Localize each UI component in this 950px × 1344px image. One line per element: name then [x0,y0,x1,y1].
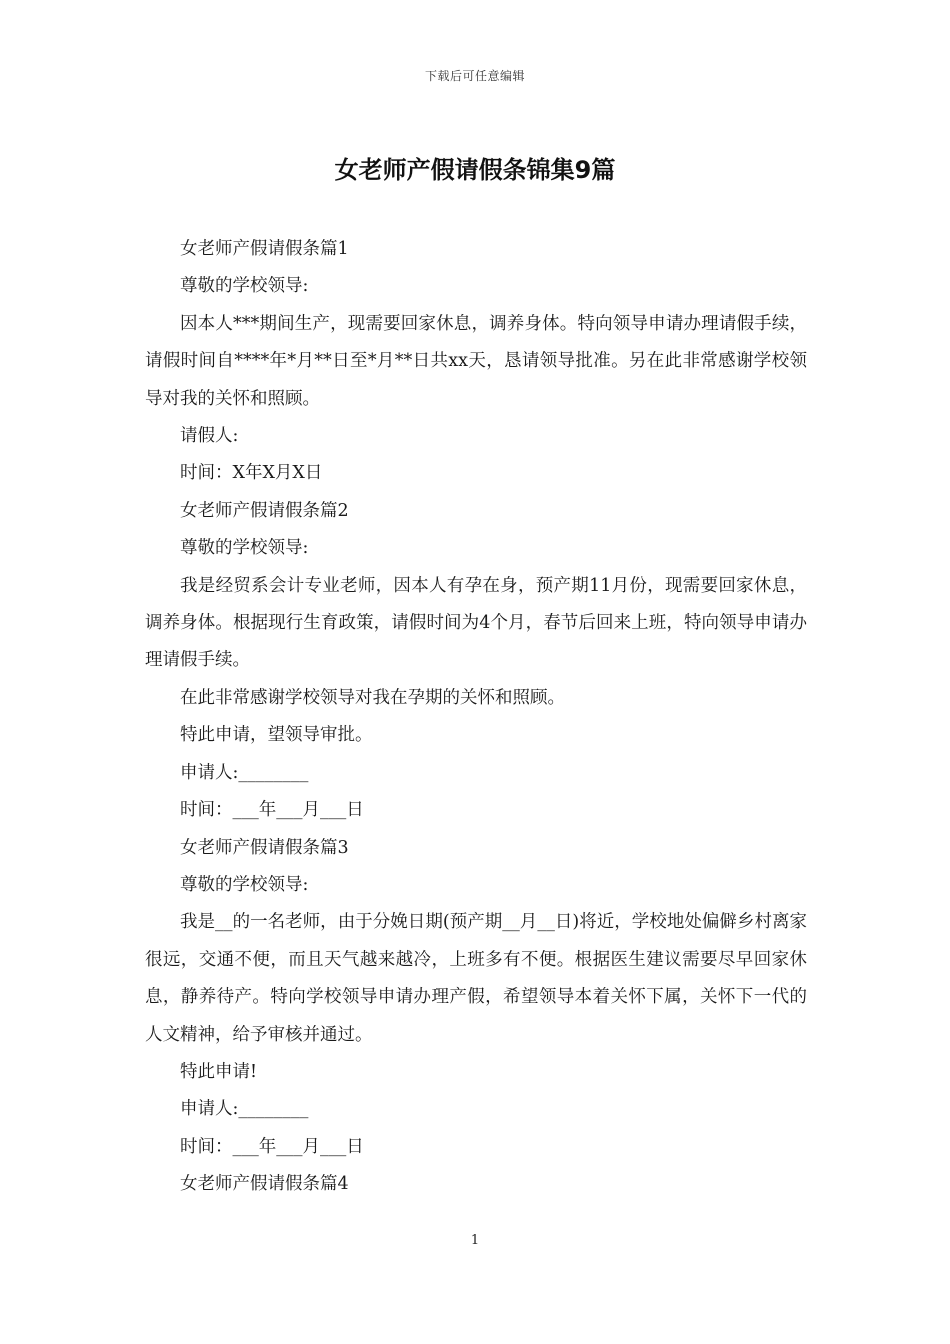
body-paragraph: 在此非常感谢学校领导对我在孕期的关怀和照顾。 [180,687,565,708]
body-paragraph: 我是经贸系会计专业老师，因本人有孕在身，预产期11月份，现需要回家休息，调养身体。根据现行生育政策，请假时间为4个月，春节后回来上班，特向领导申请办理请假手续。 [145,575,807,671]
body-paragraph: 我是__的一名老师，由于分娩日期(预产期__月__日)将近，学校地处偏僻乡村离家很远，交通不便，而且天气越来越冷，上班多有不便。根据医生建议需要尽早回家休息，静养待产。特向学校领导申请办理产假，希望领导本着关怀下属，关怀下一代的人文精神，给予审核并通过。 [145,912,807,1045]
signature-line: 请假人: [180,426,239,447]
salutation: 尊敬的学校领导: [180,538,309,559]
header-note: 下载后可任意编辑 [424,69,525,83]
document-body [145,231,807,1204]
salutation: 尊敬的学校领导: [180,874,309,895]
section-heading-1: 女老师产假请假条篇1 [180,239,349,259]
date-line: 时间：X年X月X日 [180,463,323,484]
date-line: 时间：___年___月___日 [180,800,364,821]
closing-line: 特此申请，望领导审批。 [180,725,373,746]
date-line: 时间：___年___月___日 [180,1136,364,1157]
section-heading-4: 女老师产假请假条篇4 [180,1174,349,1195]
signature-line: 申请人:________ [180,762,309,783]
section-heading-2: 女老师产假请假条篇2 [180,500,349,521]
page-number: 1 [470,1233,480,1248]
document-title: 女老师产假请假条锦集9篇 [334,156,616,184]
closing-line: 特此申请! [180,1061,258,1082]
signature-line: 申请人:________ [180,1099,309,1120]
section-heading-3: 女老师产假请假条篇3 [180,837,349,858]
body-paragraph: 因本人***期间生产，现需要回家休息，调养身体。特向领导申请办理请假手续，请假时间自****年*月**日至*月**日共xx天，恳请领导批准。另在此非常感谢学校领导对我的关怀和照顾。 [145,313,807,409]
salutation: 尊敬的学校领导: [180,276,309,297]
